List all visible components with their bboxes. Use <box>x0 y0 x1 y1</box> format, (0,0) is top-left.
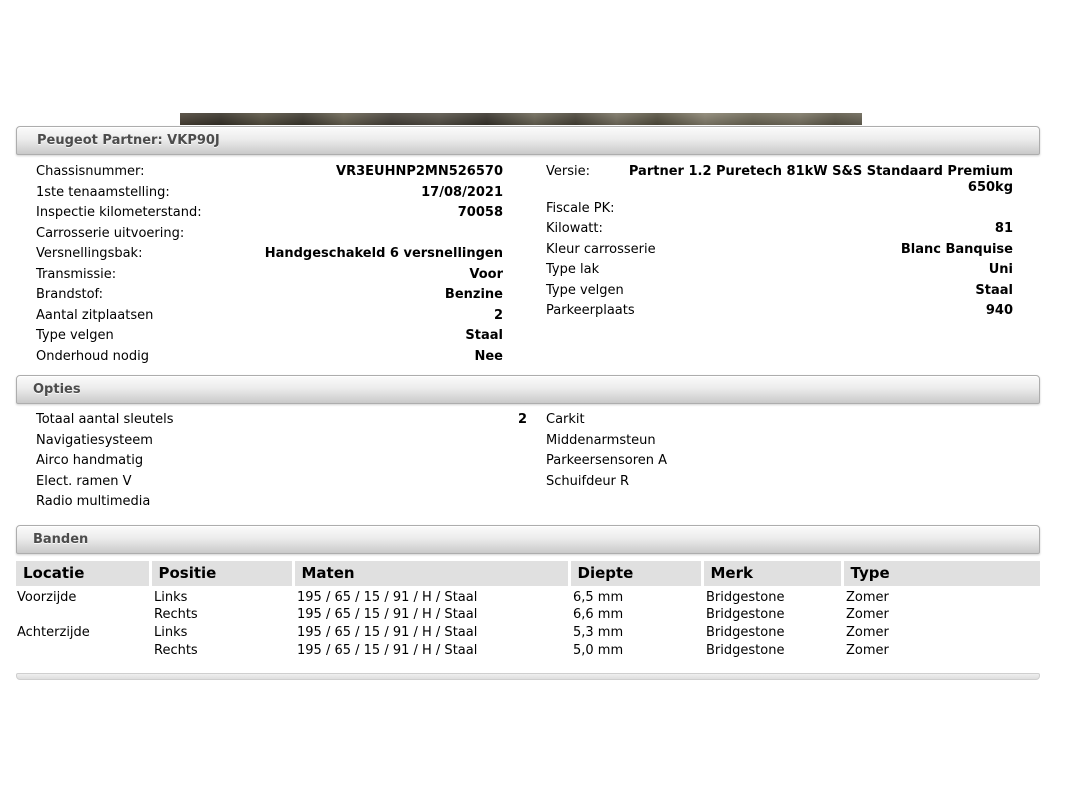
opties-item <box>36 451 527 472</box>
table-row <box>16 606 1040 624</box>
details-right-column <box>546 162 1013 367</box>
detail-label: Onderhoud nodig <box>36 348 149 364</box>
table-cell: Achterzijde <box>17 625 90 640</box>
opties-item <box>36 410 527 431</box>
opties-left-column <box>36 410 527 513</box>
detail-value: VR3EUHNP2MN526570 <box>336 164 503 179</box>
detail-row <box>36 203 503 224</box>
table-cell: Bridgestone <box>706 625 785 640</box>
opties-item-label: Elect. ramen V <box>36 473 132 489</box>
table-header-row <box>16 561 1040 588</box>
detail-row <box>36 347 503 368</box>
detail-row <box>546 219 1013 240</box>
vehicle-info-panel <box>16 126 1040 680</box>
vehicle-photo-strip <box>180 113 862 125</box>
banden-section-header <box>16 525 1040 554</box>
opties-item-label: Navigatiesysteem <box>36 432 153 448</box>
detail-value: 81 <box>994 221 1013 236</box>
details-left-column <box>36 162 503 367</box>
detail-value: Nee <box>474 348 503 364</box>
detail-value: Staal <box>975 282 1013 298</box>
table-cell: Zomer <box>846 625 889 640</box>
vehicle-details-section <box>16 155 1040 375</box>
table-cell: 195 / 65 / 15 / 91 / H / Staal <box>297 589 478 605</box>
detail-row <box>36 306 503 327</box>
table-cell: Voorzijde <box>17 589 77 605</box>
banden-section-title: Banden <box>33 531 89 547</box>
detail-value: Voor <box>469 266 503 282</box>
detail-label: Inspectie kilometerstand: <box>36 205 202 220</box>
opties-item <box>546 472 1006 493</box>
opties-item <box>36 492 527 513</box>
detail-value: Handgeschakeld 6 versnellingen <box>264 246 503 261</box>
detail-row <box>36 183 503 204</box>
table-row <box>16 642 1040 660</box>
detail-row <box>546 260 1013 281</box>
table-cell: 6,6 mm <box>573 607 624 622</box>
detail-label: Versie: <box>546 164 590 179</box>
column-header-merk: Merk <box>702 561 842 588</box>
detail-label: Kilowatt: <box>546 221 603 236</box>
detail-row <box>546 301 1013 322</box>
table-cell: Bridgestone <box>706 607 785 622</box>
table-body <box>16 588 1040 660</box>
detail-label: Type velgen <box>546 282 624 298</box>
column-header-diepte: Diepte <box>569 561 702 588</box>
opties-item <box>546 410 1006 431</box>
detail-value: 70058 <box>457 205 503 220</box>
opties-item-label: Radio multimedia <box>36 494 151 509</box>
table-cell: Bridgestone <box>706 589 785 605</box>
detail-value: Staal <box>465 328 503 343</box>
opties-section-header <box>16 375 1040 404</box>
opties-item-label: Totaal aantal sleutels <box>36 412 174 427</box>
table-row <box>16 588 1040 606</box>
opties-item <box>546 431 1006 452</box>
detail-row <box>36 326 503 347</box>
opties-right-column <box>546 410 1006 513</box>
table-cell: Rechts <box>154 607 198 622</box>
detail-label: Aantal zitplaatsen <box>36 307 154 323</box>
detail-label: Chassisnummer: <box>36 164 145 179</box>
column-header-positie: Positie <box>150 561 293 588</box>
opties-section-title: Opties <box>33 382 81 397</box>
table-cell <box>16 642 150 660</box>
table-cell: Links <box>154 589 188 605</box>
table-cell: Links <box>154 625 188 640</box>
table-cell: 6,5 mm <box>573 589 624 605</box>
vehicle-title-bar <box>16 126 1040 155</box>
vehicle-title: Peugeot Partner: VKP90J <box>37 133 220 148</box>
opties-item <box>36 431 527 452</box>
detail-value: 940 <box>985 303 1013 318</box>
detail-label: Type velgen <box>36 328 114 343</box>
tyres-table <box>16 561 1040 660</box>
panel-bottom-edge <box>16 673 1040 680</box>
detail-label: Carrosserie uitvoering: <box>36 225 185 241</box>
detail-row <box>546 199 1013 220</box>
detail-row <box>36 162 503 183</box>
detail-label: 1ste tenaamstelling: <box>36 184 170 200</box>
detail-row <box>36 224 503 245</box>
table-cell: Zomer <box>846 643 889 658</box>
detail-row <box>36 265 503 286</box>
table-cell: Bridgestone <box>706 643 785 658</box>
detail-label: Versnellingsbak: <box>36 246 143 261</box>
opties-section <box>16 404 1040 525</box>
detail-row <box>546 162 1013 199</box>
detail-row <box>36 244 503 265</box>
table-cell: Zomer <box>846 607 889 622</box>
detail-value: 17/08/2021 <box>421 184 503 200</box>
detail-label: Fiscale PK: <box>546 200 615 216</box>
detail-row <box>546 240 1013 261</box>
table-cell: 195 / 65 / 15 / 91 / H / Staal <box>297 643 478 658</box>
column-header-maten: Maten <box>293 561 569 588</box>
opties-item <box>546 451 1006 472</box>
detail-label: Type lak <box>546 262 600 277</box>
detail-value: Partner 1.2 Puretech 81kW S&S Standaard Premium 650kg <box>628 164 1013 195</box>
detail-row <box>546 281 1013 302</box>
detail-label: Kleur carrosserie <box>546 241 656 257</box>
detail-label: Parkeerplaats <box>546 303 635 318</box>
table-cell: Rechts <box>154 643 198 658</box>
detail-value: Benzine <box>444 287 503 302</box>
table-cell: 5,3 mm <box>573 625 624 640</box>
detail-value: Uni <box>988 262 1013 277</box>
detail-value: 2 <box>493 307 503 323</box>
table-cell: 195 / 65 / 15 / 91 / H / Staal <box>297 607 478 622</box>
table-cell <box>16 606 150 624</box>
column-header-type: Type <box>842 561 1040 588</box>
opties-item-label: Airco handmatig <box>36 453 144 468</box>
column-header-locatie: Locatie <box>16 561 150 588</box>
table-cell: Zomer <box>846 589 889 605</box>
table-cell: 5,0 mm <box>573 643 624 658</box>
table-cell: 195 / 65 / 15 / 91 / H / Staal <box>297 625 478 640</box>
detail-value: Blanc Banquise <box>900 241 1013 257</box>
opties-item-label: Schuifdeur R <box>546 473 630 489</box>
detail-label: Transmissie: <box>36 266 117 282</box>
opties-item <box>36 472 527 493</box>
opties-item-label: Carkit <box>546 412 585 427</box>
table-row <box>16 624 1040 642</box>
detail-row <box>36 285 503 306</box>
opties-item-label: Parkeersensoren A <box>546 453 668 468</box>
opties-item-value: 2 <box>517 412 527 427</box>
opties-item-label: Middenarmsteun <box>546 432 656 448</box>
detail-label: Brandstof: <box>36 287 104 302</box>
